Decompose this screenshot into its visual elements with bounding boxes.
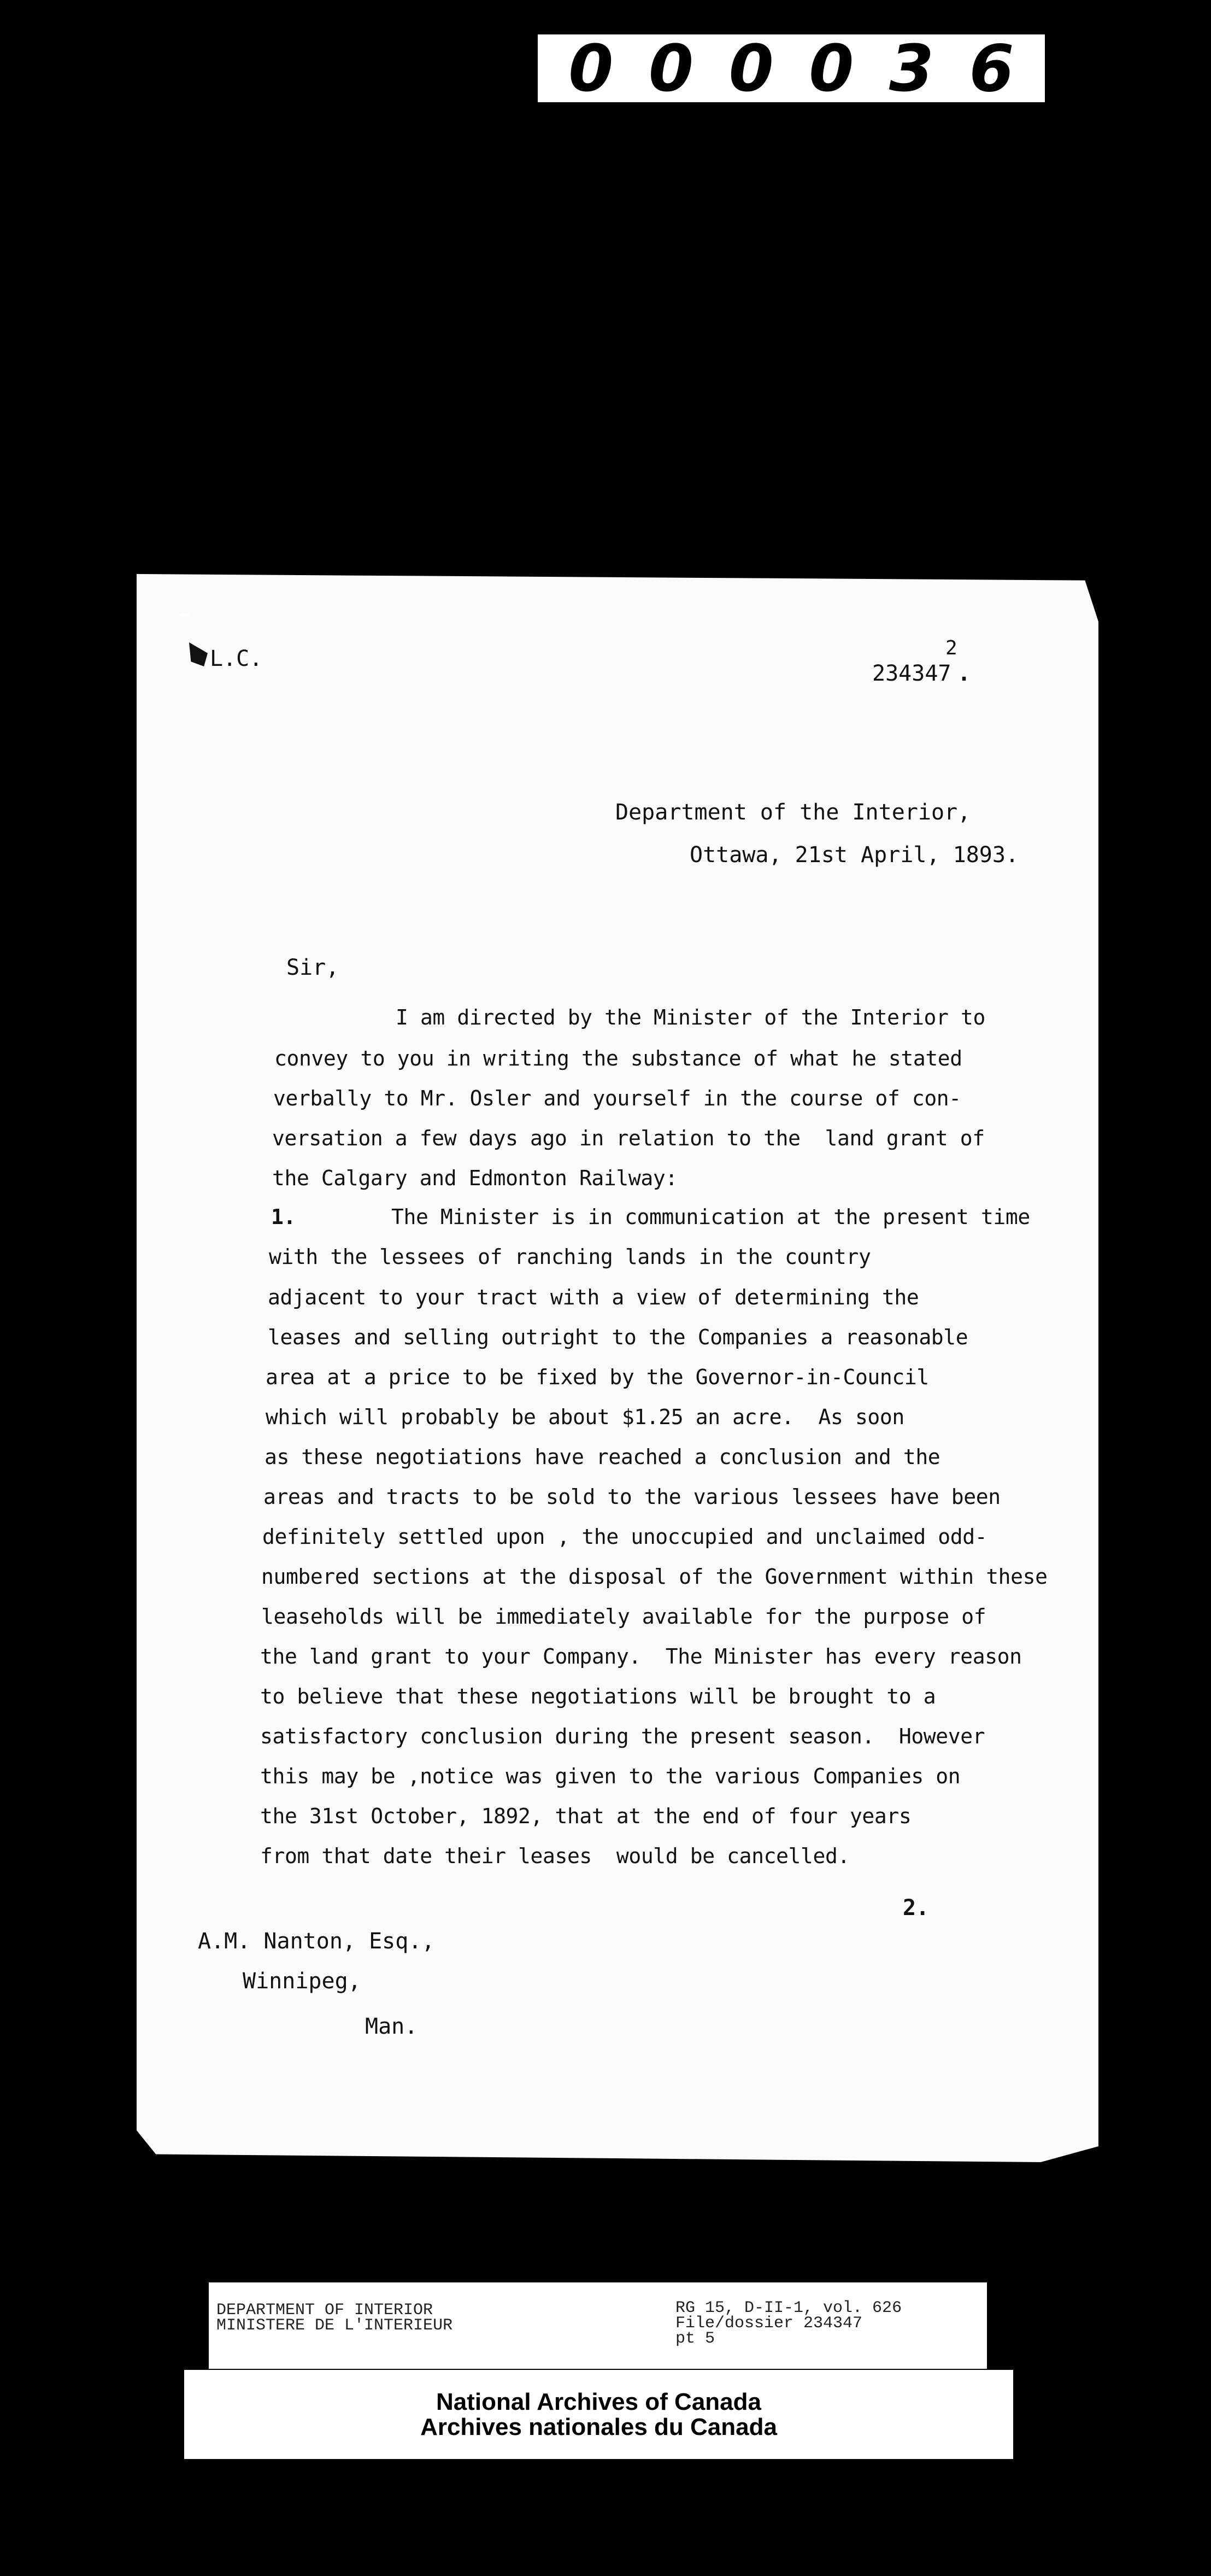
body-line: I am directed by the Minister of the Interior to [396, 1005, 985, 1029]
frame-digit: 0 [728, 31, 774, 106]
body-line: this may be ,notice was given to the various Companies on [260, 1764, 961, 1788]
file-reference: File/dossier 234347 [675, 2314, 863, 2333]
body-line: which will probably be about $1.25 an acre. As soon [266, 1405, 904, 1429]
department-line: Department of the Interior, [615, 800, 971, 825]
body-line: area at a price to be fixed by the Governor-in-Council [266, 1365, 929, 1389]
punch-mark [180, 614, 189, 616]
national-archives-banner [184, 2370, 1013, 2459]
continued-marker: 2. [903, 1895, 930, 1921]
body-line: as these negotiations have reached a conclusion and the [264, 1445, 940, 1469]
item-number: 1. [271, 1205, 296, 1229]
archives-name-english: National Archives of Canada [436, 2388, 761, 2415]
initials: L.C. [210, 646, 263, 671]
addressee-name: A.M. Nanton, Esq., [198, 1929, 435, 1954]
body-line: satisfactory conclusion during the present season. However [260, 1724, 985, 1748]
body-line: adjacent to your tract with a view of determining the [268, 1285, 919, 1309]
archive-reference-label [209, 2282, 987, 2369]
body-line: leaseholds will be immediately available for the purpose of [261, 1605, 986, 1629]
body-line: with the lessees of ranching lands in the country [269, 1245, 871, 1269]
body-line: The Minister is in communication at the present time [391, 1205, 1030, 1229]
page-marker: 2 [945, 637, 957, 659]
body-line: leases and selling outright to the Companies a reasonable [268, 1325, 968, 1349]
file-number: 234347 [872, 661, 951, 686]
department-french: MINISTERE DE L'INTERIEUR [216, 2316, 453, 2335]
body-line: to believe that these negotiations will be brought to a [260, 1684, 936, 1708]
file-number-dot: . [957, 661, 971, 686]
body-line: numbered sections at the disposal of the Government within these [261, 1565, 1048, 1589]
frame-digit: 0 [809, 31, 854, 106]
body-line: the Calgary and Edmonton Railway: [272, 1166, 678, 1190]
frame-digit: 0 [568, 31, 614, 106]
frame-digit: 6 [969, 31, 1014, 106]
department-english: DEPARTMENT OF INTERIOR [216, 2301, 433, 2320]
frame-digit: 0 [648, 31, 694, 106]
body-line: the land grant to your Company. The Minister has every reason [260, 1644, 1022, 1668]
addressee-city: Winnipeg, [243, 1969, 361, 1994]
body-line: areas and tracts to be sold to the various lessees have been [263, 1485, 1001, 1509]
body-line: convey to you in writing the substance of what he stated [274, 1046, 962, 1070]
body-line: the 31st October, 1892, that at the end of four years [260, 1804, 912, 1828]
frame-number-strip [538, 31, 1045, 106]
body-line: versation a few days ago in relation to the land grant of [272, 1126, 985, 1150]
salutation: Sir, [286, 955, 339, 980]
archives-name-french: Archives nationales du Canada [420, 2413, 777, 2440]
body-line: verbally to Mr. Osler and yourself in the course of con- [273, 1086, 961, 1110]
frame-digit: 3 [889, 31, 934, 106]
record-group-reference: RG 15, D-II-1, vol. 626 [675, 2299, 902, 2317]
part-reference: pt 5 [675, 2329, 715, 2348]
place-date-line: Ottawa, 21st April, 1893. [690, 842, 1019, 868]
addressee-province: Man. [365, 2014, 418, 2039]
body-line: from that date their leases would be cancelled. [260, 1844, 850, 1868]
body-line: definitely settled upon , the unoccupied and unclaimed odd- [262, 1525, 987, 1549]
